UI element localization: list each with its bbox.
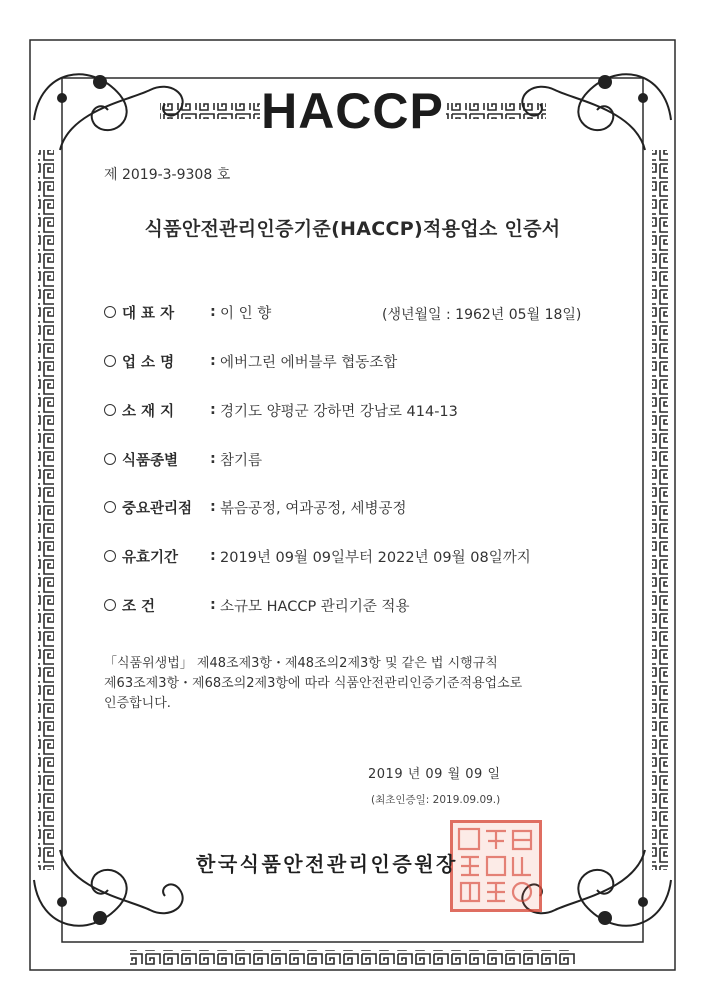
bullet-circle-icon — [104, 501, 116, 513]
field-label: 식품종별 — [122, 452, 179, 469]
bullet-circle-icon — [104, 404, 116, 416]
haccp-logo-title: HACCP — [261, 83, 444, 139]
field-food-type: 식품종별 : 참기름 — [104, 447, 262, 471]
field-label: 조 건 — [122, 598, 156, 615]
bullet-circle-icon — [104, 453, 116, 465]
official-seal-stamp — [450, 820, 542, 912]
seal-glyphs — [453, 823, 539, 909]
first-certification-date: (최초인증일: 2019.09.09.) — [371, 794, 501, 806]
statute-text: 「식품위생법」 제48조제3항・제48조의2제3항 및 같은 법 시행규칙 제63조제3항・제68조의2제3항에 따라 식품안전관리인증기준적용업소로 인증합니다. — [104, 656, 523, 711]
corner-ornament-bottom-left — [34, 850, 183, 926]
field-label: 중요관리점 — [122, 500, 193, 517]
field-representative: 대 표 자 : 이 인 향 — [104, 300, 271, 324]
document-title: 식품안전관리인증기준(HACCP)적용업소 인증서 — [144, 218, 561, 240]
bullet-circle-icon — [104, 355, 116, 367]
field-value: 참기름 — [220, 452, 263, 469]
bullet-circle-icon — [104, 599, 116, 611]
birth-date: (생년월일 : 1962년 05월 18일) — [382, 307, 582, 323]
field-validity-period: 유효기간 : 2019년 09월 09일부터 2022년 09월 08일까지 — [104, 544, 531, 568]
corner-ornament-bottom-right — [522, 850, 671, 926]
field-label: 유효기간 — [122, 549, 179, 566]
field-label: 업 소 명 — [122, 354, 175, 371]
field-critical-control-points: 중요관리점 : 볶음공정, 여과공정, 세병공정 — [104, 495, 407, 519]
field-value: 경기도 양평군 강하면 강남로 414-13 — [220, 403, 458, 420]
issue-date: 2019 년 09 월 09 일 — [368, 767, 501, 782]
field-value: 에버그린 에버블루 협동조합 — [220, 354, 398, 371]
field-label: 대 표 자 — [122, 305, 175, 322]
field-value: 이 인 향 — [220, 305, 272, 322]
field-value: 볶음공정, 여과공정, 세병공정 — [220, 500, 407, 517]
issuer-name: 한국식품안전관리인증원장 — [196, 852, 458, 876]
field-conditions: 조 건 : 소규모 HACCP 관리기준 적용 — [104, 593, 409, 617]
field-address: 소 재 지 : 경기도 양평군 강하면 강남로 414-13 — [104, 398, 458, 422]
bullet-circle-icon — [104, 306, 116, 318]
field-label: 소 재 지 — [122, 403, 175, 420]
bullet-circle-icon — [104, 550, 116, 562]
field-value: 소규모 HACCP 관리기준 적용 — [220, 598, 410, 615]
certificate-number: 제 2019-3-9308 호 — [104, 167, 231, 183]
field-business-name: 업 소 명 : 에버그린 에버블루 협동조합 — [104, 349, 397, 373]
field-value: 2019년 09월 09일부터 2022년 09월 08일까지 — [220, 549, 531, 566]
